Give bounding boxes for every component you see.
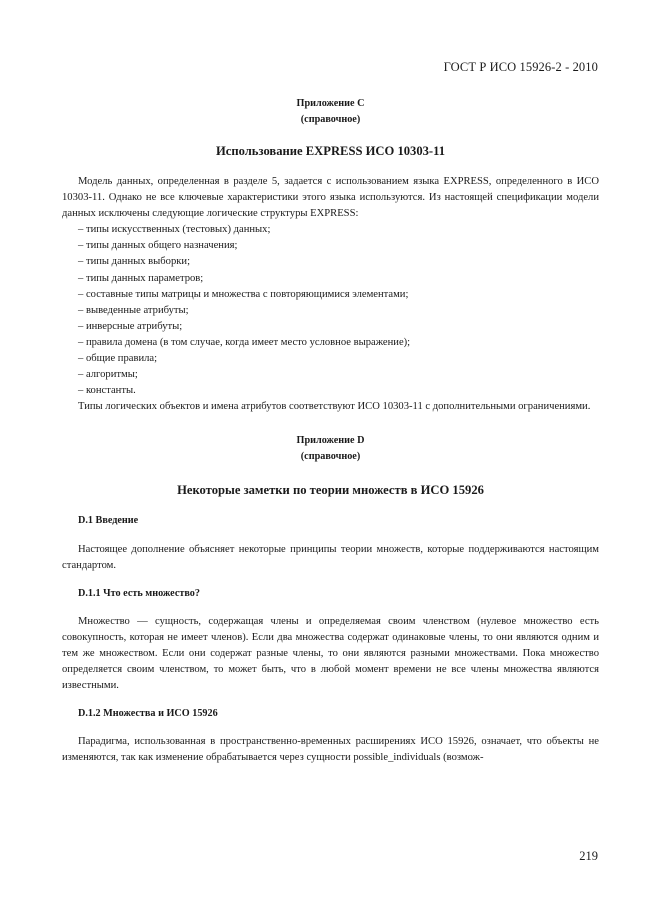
list-item: – типы данных выборки; xyxy=(78,256,191,268)
appendix-c-intro: Модель данных, определенная в разделе 5, задается с использованием языка EXPRESS, определенного в ИСО 10303-11. Однако не все ключевые характеристики этого языка используются. Из настоящей спецификации модели данных исключены следующие логические структуры EXPRESS: xyxy=(62,176,599,220)
list-item: – составные типы матрицы и множества с повторяющимися элементами; xyxy=(78,288,409,300)
page-number: 219 xyxy=(579,849,598,863)
excluded-structures-list xyxy=(62,222,599,399)
list-item: – общие правила; xyxy=(78,353,158,365)
list-item: – алгоритмы; xyxy=(78,369,138,381)
page-content xyxy=(62,96,599,767)
appendix-d-title: Некоторые заметки по теории множеств в ИСО 15926 xyxy=(177,483,484,498)
appendix-d-type: (справочное) xyxy=(300,451,361,463)
section-d11-text: Множество — сущность, содержащая члены и определяемая своим членством (нулевое множество есть совокупность, которая не имеет членов). Если два множества содержат одинаковые члены, то они являются одним и тем же множеством. Если они содержат разные члены, то они являются разными множествами. Пока множество определяется своим членством, то может быть, что в любой момент времени не все члены множества являются известными. xyxy=(62,615,599,692)
section-d11-heading: D.1.1 Что есть множество? xyxy=(78,587,200,599)
appendix-c-title: Использование EXPRESS ИСО 10303-11 xyxy=(215,144,446,158)
list-item: – правила домена (в том случае, когда имеет место условное выражение); xyxy=(78,336,411,348)
section-d12-heading: D.1.2 Множества и ИСО 15926 xyxy=(78,708,218,720)
section-d12-text: Парадигма, использованная в пространственно-временных расширениях ИСО 15926, означает, что объекты не изменяются, так как изменение обрабатывается через сущности possible_individuals (возмож- xyxy=(62,736,599,764)
list-item: – константы. xyxy=(78,385,136,397)
document-header: ГОСТ Р ИСО 15926-2 - 2010 xyxy=(443,60,598,74)
list-item: – типы данных параметров; xyxy=(78,272,204,284)
list-item: – типы искусственных (тестовых) данных; xyxy=(78,224,271,236)
list-item: – выведенные атрибуты; xyxy=(78,304,189,316)
list-item: – инверсные атрибуты; xyxy=(78,320,183,332)
appendix-c-label: Приложение С xyxy=(296,98,365,109)
section-d1-heading: D.1 Введение xyxy=(78,515,139,527)
appendix-c-closing: Типы логических объектов и имена атрибутов соответствуют ИСО 10303-11 с дополнительными ограничениями. xyxy=(78,401,591,413)
appendix-d-label: Приложение D xyxy=(296,435,365,447)
list-item: – типы данных общего назначения; xyxy=(78,240,238,252)
section-d1-text: Настоящее дополнение объясняет некоторые принципы теории множеств, которые поддерживаются настоящим стандартом. xyxy=(62,543,599,571)
appendix-c-type: (справочное) xyxy=(300,114,361,125)
